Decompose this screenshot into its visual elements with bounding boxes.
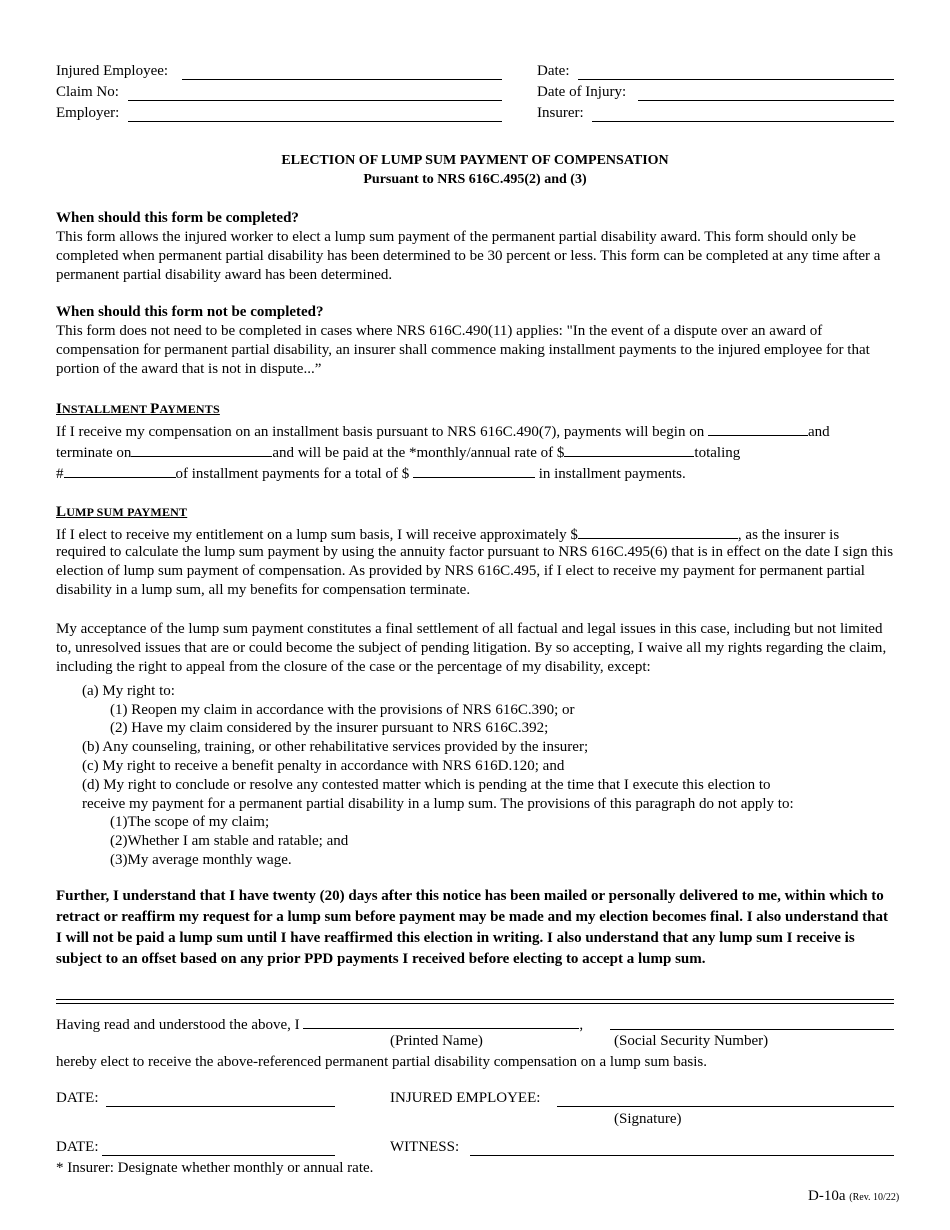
date-label: Date: [537, 63, 570, 79]
list-item: (d) My right to conclude or resolve any contested matter which is pending at the time that I execute this election to [82, 777, 771, 793]
lump-sum-heading: LUMP SUM PAYMENT [56, 504, 188, 520]
printed-name-field[interactable] [303, 1014, 579, 1029]
list-item: (2)Whether I am stable and ratable; and [110, 833, 349, 849]
insurer-label: Insurer: [537, 105, 584, 121]
list-item: (3)My average monthly wage. [110, 852, 292, 868]
list-item: (a) My right to: [82, 683, 175, 699]
double-divider [56, 999, 894, 1004]
when-complete-section [56, 209, 896, 285]
date-label-2: DATE: [56, 1139, 99, 1155]
list-item: receive my payment for a permanent partial disability in a lump sum. The provisions of this paragraph do not apply to: [82, 796, 794, 812]
installment-heading: INSTALLMENT PAYMENTS [56, 401, 220, 417]
date-field-1[interactable] [106, 1106, 335, 1107]
lump-sum-line-1: If I elect to receive my entitlement on a lump sum basis, I will receive approximately $ , as the insurer is [56, 524, 839, 544]
witness-label: WITNESS: [390, 1139, 460, 1155]
acceptance-body: My acceptance of the lump sum payment constitutes a final settlement of all factual and legal issues in this case, including but not limited to, unresolved issues that are or could become the subject of pending litigation. By so accepting, I waive all my rights regarding the claim, including the right to appeal from the closure of the case or the percentage of my disability, except: [56, 621, 887, 675]
injured-employee-label: Injured Employee: [56, 63, 169, 79]
list-item: (1) Reopen my claim in accordance with the provisions of NRS 616C.390; or [110, 702, 575, 718]
when-complete-body: This form allows the injured worker to elect a lump sum payment of the permanent partial disability award. This form should only be completed when permanent partial disability has been determined to be 30 percent or less. This form can be completed at any time after a permanent partial disability award has been determined. [56, 229, 881, 283]
installment-count-field[interactable] [64, 463, 176, 478]
injured-employee-field[interactable] [182, 79, 502, 80]
date-label-1: DATE: [56, 1090, 99, 1106]
date-field-2[interactable] [102, 1155, 335, 1156]
injured-employee-signature-field[interactable] [557, 1106, 894, 1107]
form-revision: (Rev. 10/22) [849, 1192, 900, 1203]
list-item: (1)The scope of my claim; [110, 814, 270, 830]
claim-no-label: Claim No: [56, 84, 119, 100]
form-id-footer [808, 1188, 899, 1205]
installment-line-3: # of installment payments for a total of $ in installment payments. [56, 463, 686, 483]
form-subtitle: Pursuant to NRS 616C.495(2) and (3) [363, 172, 587, 187]
claim-no-field[interactable] [128, 100, 502, 101]
list-item: (c) My right to receive a benefit penalty in accordance with NRS 616D.120; and [82, 758, 565, 774]
installment-line-2: terminate on and will be paid at the *monthly/annual rate of $ totaling [56, 442, 740, 462]
notice-body: Further, I understand that I have twenty (20) days after this notice has been mailed or personally delivered to me, within which to retract or reaffirm my request for a lump sum before payment may be made and my election becomes final. I also understand that I will not be paid a lump sum until I have reaffirmed this election in writing. I also understand that any lump sum I receive is subject to an offset based on any prior PPD payments I received before electing to accept a lump sum. [56, 888, 889, 967]
election-statement: hereby elect to receive the above-referenced permanent partial disability compensation on a lump sum basis. [56, 1054, 707, 1070]
installment-begin-date-field[interactable] [708, 421, 808, 436]
employer-label: Employer: [56, 105, 120, 121]
when-complete-heading: When should this form be completed? [56, 210, 299, 226]
printed-name-caption: (Printed Name) [390, 1033, 483, 1049]
installment-line-1: If I receive my compensation on an installment basis pursuant to NRS 616C.490(7), payments will begin on and [56, 421, 830, 441]
list-item: (2) Have my claim considered by the insurer pursuant to NRS 616C.392; [110, 720, 549, 736]
employer-field[interactable] [128, 121, 502, 122]
installment-rate-field[interactable] [564, 442, 694, 457]
when-not-complete-body: This form does not need to be completed in cases where NRS 616C.490(11) applies: "In the event of a dispute over an award of compensation for permanent partial disability, an insurer shall commence making installment payments to the injured employee for that portion of the award that is not in dispute...” [56, 323, 870, 377]
list-item: (b) Any counseling, training, or other rehabilitative services provided by the insurer; [82, 739, 589, 755]
lump-sum-amount-field[interactable] [578, 524, 738, 539]
ssn-caption: (Social Security Number) [614, 1033, 769, 1049]
when-not-complete-section [56, 303, 896, 379]
installment-terminate-date-field[interactable] [131, 442, 272, 457]
when-not-complete-heading: When should this form not be completed? [56, 304, 324, 320]
date-of-injury-field[interactable] [638, 100, 894, 101]
form-title: ELECTION OF LUMP SUM PAYMENT OF COMPENSATION [281, 153, 669, 168]
ssn-field[interactable] [610, 1029, 894, 1030]
witness-field[interactable] [470, 1155, 894, 1156]
footnote: * Insurer: Designate whether monthly or annual rate. [56, 1160, 374, 1176]
injured-employee-signature-label: INJURED EMPLOYEE: [390, 1090, 541, 1106]
signature-caption: (Signature) [614, 1111, 682, 1127]
election-lead-line: Having read and understood the above, I , [56, 1014, 583, 1034]
date-of-injury-label: Date of Injury: [537, 84, 627, 100]
insurer-field[interactable] [592, 121, 894, 122]
date-field[interactable] [578, 79, 894, 80]
form-id: D-10a [808, 1188, 846, 1204]
installment-total-field[interactable] [413, 463, 535, 478]
lump-sum-body: required to calculate the lump sum payment by using the annuity factor pursuant to NRS 616C.495(6) that is in effect on the date I sign this election of lump sum payment of compensation. As provided by NRS 616C.495, if I elect to receive my payment for permanent partial disability in a lump sum, all my benefits for compensation terminate. [56, 544, 894, 598]
